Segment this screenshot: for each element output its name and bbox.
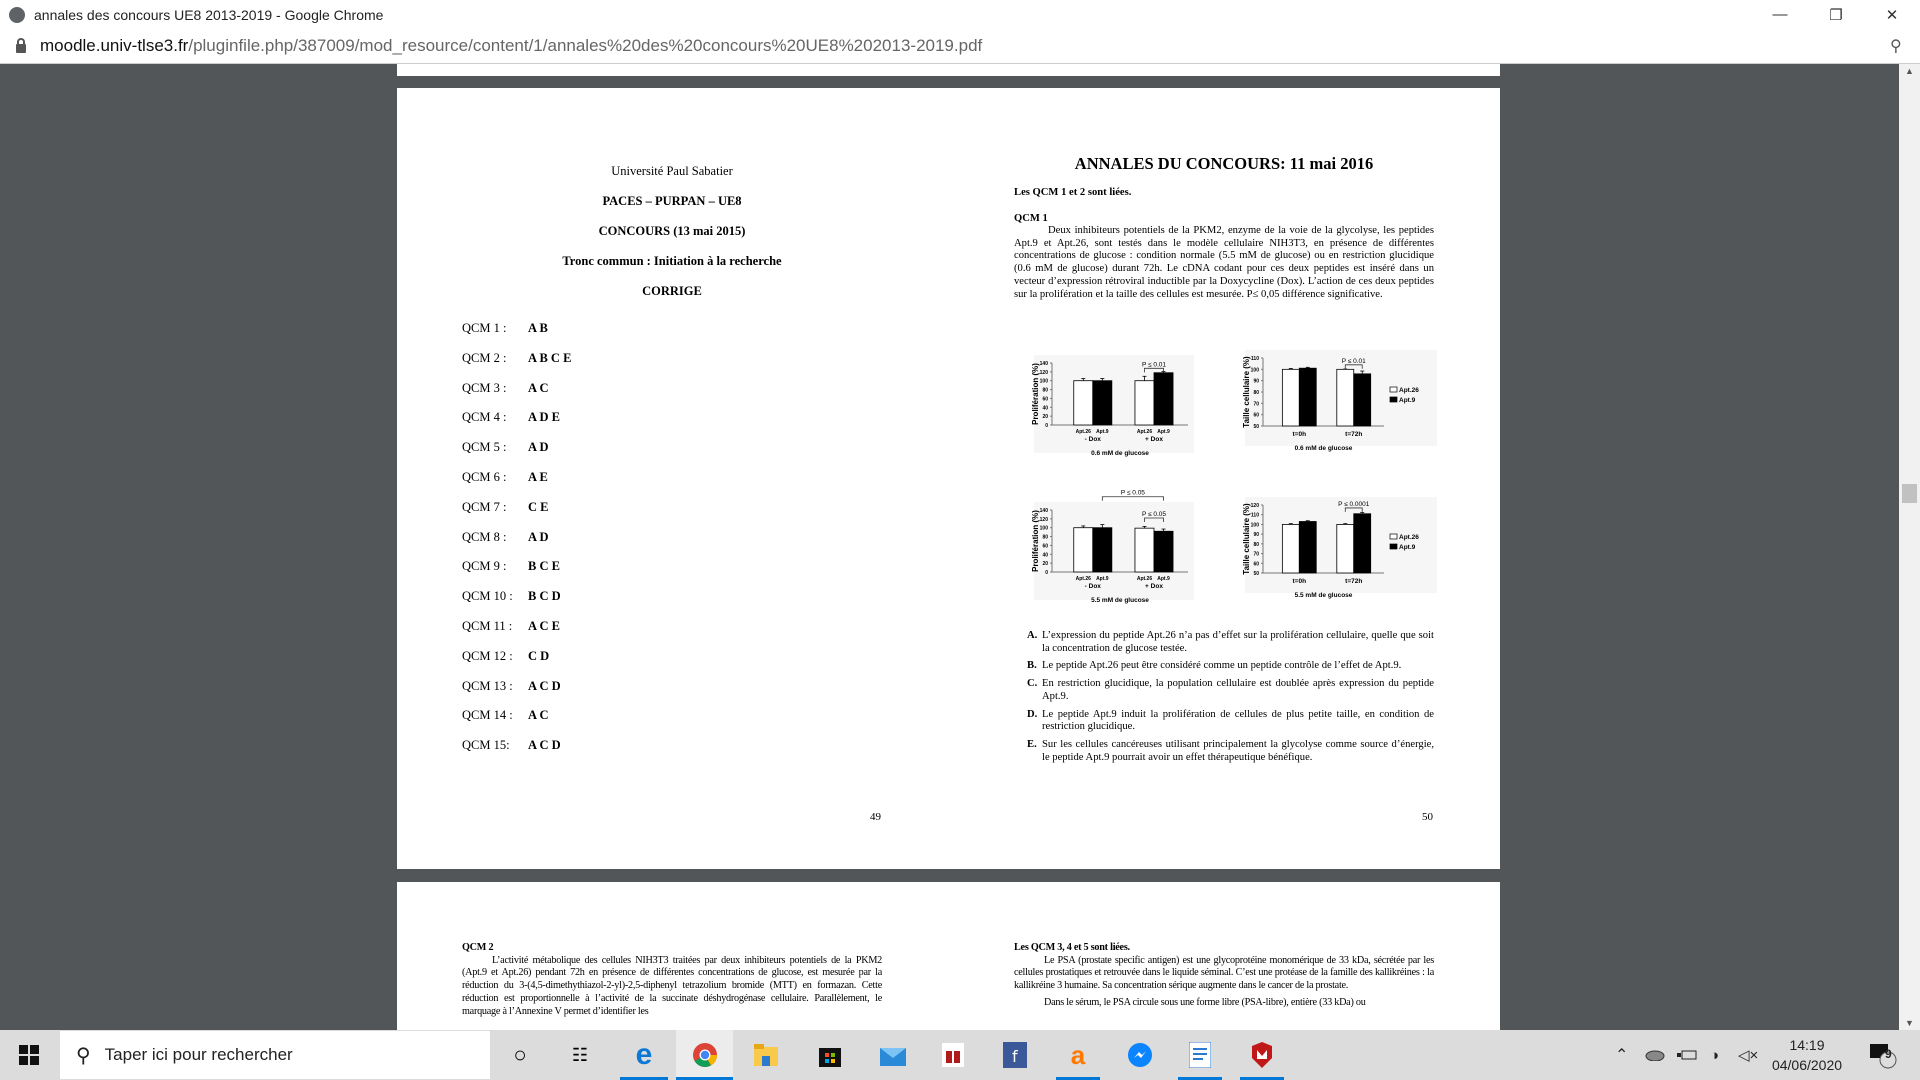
notification-icon <box>1868 1040 1898 1070</box>
window-title: annales des concours UE8 2013-2019 - Google Chrome <box>34 6 384 23</box>
clock[interactable] <box>1771 1030 1843 1080</box>
y-tick-label: 70 <box>1253 401 1259 408</box>
y-tick-label: 0 <box>1045 570 1048 576</box>
question-paragraph: Deux inhibiteurs potentiels de la PKM2, enzyme de la voie de la glycolyse, les peptides Apt.9 et Apt.26, sont testés dans le modèle cellulaire NIH3T3, en présence de différentes concentrations de glucose : condition normale (5.5 mM de glucose) ou en restriction glucidique (0.6 mM de glucose) durant 72h. Le cDNA codant pour ces deux peptides est inséré dans un vecteur d’expression rétroviral inductible par la Doxycycline (Dox). L’action de ces deux peptides sur la prolifération et la taille des cellules est mesurée. P≤ 0,05 différence significative. <box>1014 225 1434 300</box>
answer-value: A C E <box>528 619 560 633</box>
answer-row <box>462 649 549 664</box>
search-placeholder: Taper ici pour rechercher <box>104 1045 293 1064</box>
y-tick-label: 60 <box>1042 543 1048 550</box>
bar-label: Apt.9 <box>1157 429 1170 435</box>
zoom-icon[interactable]: ⚲ <box>1890 38 1902 55</box>
option-letter: C. <box>1027 678 1038 690</box>
option-text: Sur les cellules cancéreuses utilisant principalement la glycolyse comme source d’énergie, le peptide Apt.9 pourrait avoir un effet thérapeutique bénéfique. <box>1042 738 1434 763</box>
bar-apt9 <box>1299 368 1316 426</box>
y-axis-label: Prolifération (%) <box>1031 363 1040 425</box>
answer-option <box>1027 709 1434 734</box>
clock-time: 14:19 <box>1789 1037 1825 1053</box>
bar-apt9 <box>1354 514 1371 573</box>
close-button[interactable]: ✕ <box>1885 6 1899 24</box>
legend-label: Apt.26 <box>1399 387 1419 394</box>
legend-label: Apt.9 <box>1399 544 1416 551</box>
y-axis-label: Taille cellulaire (%) <box>1242 503 1251 575</box>
legend-label: Apt.9 <box>1399 397 1416 404</box>
svg-text:f: f <box>1012 1047 1018 1066</box>
question-label: QCM 12 : <box>462 648 513 663</box>
y-tick-label: 80 <box>1253 390 1259 396</box>
y-tick-label: 50 <box>1253 571 1259 577</box>
p-value-annotation: P ≤ 0.01 <box>1341 357 1366 365</box>
answer-value: A B C E <box>528 350 572 365</box>
answer-option <box>1027 739 1434 764</box>
bar-label: Apt.26 <box>1075 429 1091 435</box>
mail-icon[interactable] <box>873 1030 913 1080</box>
answer-value: A C <box>528 708 549 723</box>
bar-apt9 <box>1093 528 1112 572</box>
y-tick-label: 40 <box>1042 552 1048 559</box>
pdf-page-51-52 <box>397 882 1500 1030</box>
address-bar[interactable] <box>0 29 1920 64</box>
answer-value: C E <box>528 499 549 514</box>
page-number: 50 <box>1422 811 1433 823</box>
p-value-annotation: P ≤ 0.01 <box>1141 361 1167 369</box>
answer-value: A C D <box>528 678 561 693</box>
group-label: + Dox <box>1145 436 1163 443</box>
group-label: - Dox <box>1084 436 1101 443</box>
qcm-heading: QCM 1 <box>1014 213 1048 224</box>
y-tick-label: 110 <box>1250 356 1259 362</box>
scrollbar-thumb[interactable] <box>1902 484 1917 503</box>
y-axis-label: Prolifération (%) <box>1031 510 1040 572</box>
edge-icon[interactable]: e <box>620 1030 668 1080</box>
bar-label: Apt.9 <box>1157 576 1170 582</box>
answer-row <box>462 440 549 455</box>
answer-row <box>462 381 549 396</box>
bar-apt26 <box>1282 369 1299 426</box>
avast-icon[interactable]: a <box>1056 1030 1100 1080</box>
answer-option <box>1027 660 1434 673</box>
windows-logo-icon <box>19 1045 39 1065</box>
option-letter: A. <box>1027 630 1038 641</box>
url-host: moodle.univ-tlse3.fr <box>40 36 189 55</box>
mcafee-icon[interactable] <box>1240 1030 1284 1080</box>
bar-apt26 <box>1282 524 1299 573</box>
wifi-icon[interactable]: ◑ <box>1710 1046 1720 1064</box>
answer-value: A D <box>528 440 549 455</box>
y-tick-label: 100 <box>1039 378 1048 385</box>
answer-row <box>462 470 548 485</box>
search-icon: ⚲ <box>76 1044 91 1067</box>
y-tick-label: 90 <box>1253 378 1259 385</box>
question-label: QCM 13 : <box>462 678 513 693</box>
task-view-icon[interactable]: ☷ <box>571 1044 589 1065</box>
question-paragraph: L’activité métabolique des cellules NIH3T3 traitées par deux inhibiteurs potentiels de la PKM2 (Apt.9 et Apt.26) pendant 72h en présence de différentes concentrations de glucose, est mesurée par la réduction du 3-(4,5-dimethythiazol-2-yl)-2,5-diphenyl tetrazolium bromide (MTT) en formazan. Cette réduction est proportionnelle à l’activité de la succinate déshydrogénase cellulaire. Parallèlement, le marquage à l’Annexine V permet d’identifier les <box>462 954 882 1017</box>
option-text: Le peptide Apt.9 induit la prolifération de cellules de plus petite taille, en condition de restriction glucidique. <box>1042 708 1434 733</box>
answer-row <box>462 738 561 753</box>
chart-cell-size-5-5mm <box>1231 487 1439 603</box>
option-letter: D. <box>1027 708 1038 720</box>
question-label: QCM 14 : <box>462 708 513 723</box>
url-text[interactable] <box>40 36 982 56</box>
answer-value: C D <box>528 648 550 663</box>
file-explorer-icon[interactable] <box>746 1030 786 1080</box>
chart-title: 0.6 mM de glucose <box>1091 450 1149 457</box>
chart-title: 0.6 mM de glucose <box>1294 445 1353 452</box>
chart-title: 5.5 mM de glucose <box>1294 592 1353 599</box>
bar-label: Apt.9 <box>1096 429 1109 435</box>
question-paragraph: Le PSA (prostate specific antigen) est une glycoprotéine monomérique de 33 kDa, sécrétée par les cellules prostatiques et retrouvée dans le liquide séminal. C’est une protéase de la famille des kallikréines : la kallikréine 3 humaine. Sa concentration sérique augmente dans le cancer de la prostate. <box>1014 954 1434 992</box>
y-tick-label: 80 <box>1042 534 1048 541</box>
action-center-button[interactable] <box>1868 1030 1898 1080</box>
y-tick-label: 80 <box>1253 541 1259 548</box>
answer-row <box>462 708 549 723</box>
y-tick-label: 20 <box>1042 414 1048 421</box>
question-paragraph: Dans le sérum, le PSA circule sous une forme libre (PSA-libre), entière (33 kDa) ou <box>1044 996 1366 1008</box>
course-name: Tronc commun : Initiation à la recherche <box>562 254 782 268</box>
taskbar <box>0 1030 1920 1080</box>
answer-option <box>1027 678 1434 703</box>
program-name: PACES – PURPAN – UE8 <box>602 194 742 208</box>
legend-swatch <box>1390 397 1397 402</box>
group-label: + Dox <box>1145 583 1163 590</box>
answer-row <box>462 321 548 336</box>
lock-icon[interactable] <box>16 44 26 53</box>
question-label: QCM 3 : <box>462 380 507 395</box>
question-label: QCM 11 : <box>462 619 513 633</box>
vertical-scrollbar[interactable] <box>1899 64 1920 1030</box>
messenger-icon[interactable] <box>1120 1030 1160 1080</box>
y-tick-label: 50 <box>1253 424 1259 430</box>
bar-apt26 <box>1074 528 1093 572</box>
start-button[interactable] <box>0 1030 58 1080</box>
answer-value: A B <box>528 321 548 335</box>
bar-apt26 <box>1337 524 1354 573</box>
pdf-page-49-50 <box>397 88 1500 869</box>
linked-questions-note: Les QCM 3, 4 et 5 sont liées. <box>1014 942 1130 953</box>
legend-swatch <box>1390 534 1397 539</box>
notification-count: 9 <box>1885 1047 1892 1061</box>
y-tick-label: 20 <box>1042 561 1048 568</box>
microsoft-store-icon[interactable] <box>810 1030 850 1080</box>
volume-muted-icon[interactable]: ◁× <box>1738 1047 1759 1064</box>
pdf-page-previous <box>397 64 1500 76</box>
group-label: t=0h <box>1292 578 1307 585</box>
p-value-annotation: P ≤ 0.0001 <box>1338 500 1370 508</box>
legend-label: Apt.26 <box>1399 534 1419 541</box>
y-tick-label: 120 <box>1250 503 1259 509</box>
page-favicon-icon <box>9 7 25 23</box>
exam-title: ANNALES DU CONCOURS: 11 mai 2016 <box>1074 154 1374 173</box>
scroll-down-arrow-icon[interactable]: ▼ <box>1905 1018 1914 1028</box>
question-label: QCM 15: <box>462 738 510 753</box>
answer-value: A E <box>528 470 548 484</box>
y-tick-label: 70 <box>1253 551 1259 558</box>
scroll-up-arrow-icon[interactable]: ▲ <box>1905 66 1914 76</box>
bar-apt26 <box>1135 381 1154 425</box>
question-label: QCM 7 : <box>462 499 507 514</box>
option-text: L’expression du peptide Apt.26 n’a pas d’effet sur la prolifération cellulaire, quelle que soit la concentration de glucose testée. <box>1042 630 1434 654</box>
question-label: QCM 10 : <box>462 589 513 604</box>
bar-apt26 <box>1135 528 1154 572</box>
y-tick-label: 60 <box>1042 396 1048 403</box>
y-tick-label: 60 <box>1253 561 1259 568</box>
answer-value: A D E <box>528 410 560 425</box>
bar-label: Apt.9 <box>1096 576 1109 582</box>
y-tick-label: 100 <box>1250 522 1259 529</box>
page-number: 49 <box>870 811 881 823</box>
qcm-heading: QCM 2 <box>462 942 494 953</box>
bar-label: Apt.26 <box>1075 576 1091 582</box>
answer-row <box>462 679 561 694</box>
group-label: t=72h <box>1345 578 1363 585</box>
y-tick-label: 0 <box>1045 423 1048 429</box>
taskbar-search-box[interactable] <box>60 1031 490 1079</box>
restore-button[interactable]: ❐ <box>1829 6 1843 24</box>
bar-apt9 <box>1299 522 1316 573</box>
group-label: t=72h <box>1345 431 1363 438</box>
corrige-heading: CORRIGE <box>642 284 702 298</box>
bar-apt9 <box>1354 374 1371 426</box>
onedrive-icon[interactable] <box>1645 1030 1665 1080</box>
option-text: Le peptide Apt.26 peut être considéré comme un peptide contrôle de l’effet de Apt.9. <box>1042 660 1402 672</box>
answer-row <box>462 559 560 574</box>
bar-label: Apt.26 <box>1136 576 1153 582</box>
bar-apt9 <box>1154 373 1173 425</box>
answer-value: B C D <box>528 589 561 604</box>
answer-value: B C E <box>528 559 560 574</box>
answer-options <box>1027 630 1434 769</box>
answer-row <box>462 619 560 634</box>
chart-title: 5.5 mM de glucose <box>1091 597 1149 604</box>
answer-row <box>462 410 560 425</box>
y-tick-label: 100 <box>1250 367 1259 374</box>
option-letter: E. <box>1027 738 1037 750</box>
y-tick-label: 120 <box>1039 516 1048 523</box>
option-letter: B. <box>1027 660 1037 672</box>
y-tick-label: 90 <box>1253 532 1259 539</box>
y-tick-label: 110 <box>1250 512 1259 519</box>
y-tick-label: 100 <box>1039 525 1048 532</box>
answer-row <box>462 589 561 604</box>
p-value-annotation: P ≤ 0.05 <box>1120 489 1145 497</box>
facebook-icon[interactable] <box>995 1030 1035 1080</box>
chrome-icon[interactable] <box>676 1030 733 1080</box>
bar-apt9 <box>1093 381 1112 425</box>
answer-value: A C <box>528 380 549 395</box>
answer-value: A D <box>528 529 549 544</box>
y-tick-label: 40 <box>1042 405 1048 412</box>
answer-row <box>462 500 549 515</box>
linked-questions-note: Les QCM 1 et 2 sont liées. <box>1014 187 1132 198</box>
group-label: - Dox <box>1084 583 1101 590</box>
group-label: t=0h <box>1292 431 1307 438</box>
chart-cell-size-0-6mm <box>1231 340 1439 456</box>
show-hidden-icons-icon[interactable]: ⌃ <box>1615 1047 1629 1064</box>
url-path: /pluginfile.php/387009/mod_resource/content/1/annales%20des%20concours%20UE8%202013-2019.pdf <box>188 36 983 55</box>
cortana-icon[interactable]: ○ <box>513 1042 527 1067</box>
question-label: QCM 9 : <box>462 559 507 574</box>
y-tick-label: 140 <box>1039 508 1048 514</box>
legend-swatch <box>1390 544 1397 549</box>
clock-date: 04/06/2020 <box>1771 1057 1843 1073</box>
bar-apt26 <box>1074 381 1093 425</box>
answer-value: A C D <box>528 738 561 753</box>
question-label: QCM 2 : <box>462 350 507 365</box>
y-tick-label: 140 <box>1039 361 1048 367</box>
pdf-viewer <box>0 64 1899 1030</box>
option-text: En restriction glucidique, la population cellulaire est doublée après expression du peptide Apt.9. <box>1042 678 1434 702</box>
answer-row <box>462 530 549 545</box>
chart-proliferation-5-5mm <box>1020 478 1196 608</box>
legend-swatch <box>1390 387 1397 392</box>
question-label: QCM 8 : <box>462 529 507 544</box>
question-label: QCM 6 : <box>462 470 507 484</box>
significance-bracket <box>1102 497 1163 501</box>
exam-name: CONCOURS (13 mai 2015) <box>598 224 746 238</box>
y-axis-label: Taille cellulaire (%) <box>1242 356 1251 428</box>
bar-apt26 <box>1337 369 1354 426</box>
chart-proliferation-0-6mm <box>1020 345 1196 461</box>
university-name: Université Paul Sabatier <box>611 164 733 178</box>
gift-app-icon[interactable] <box>933 1030 973 1080</box>
question-label: QCM 4 : <box>462 410 507 425</box>
bar-label: Apt.26 <box>1136 429 1153 435</box>
document-app-icon[interactable] <box>1178 1030 1222 1080</box>
question-label: QCM 5 : <box>462 440 507 455</box>
y-tick-label: 60 <box>1253 412 1259 419</box>
bar-apt9 <box>1154 531 1173 572</box>
p-value-annotation: P ≤ 0.05 <box>1141 510 1167 518</box>
minimize-button[interactable]: — <box>1772 6 1788 23</box>
battery-icon[interactable] <box>1677 1030 1697 1080</box>
y-tick-label: 120 <box>1039 369 1048 376</box>
title-bar <box>0 0 1920 29</box>
answer-row <box>462 351 571 366</box>
answer-option <box>1027 630 1434 655</box>
y-tick-label: 80 <box>1042 387 1048 394</box>
question-label: QCM 1 : <box>462 321 507 335</box>
